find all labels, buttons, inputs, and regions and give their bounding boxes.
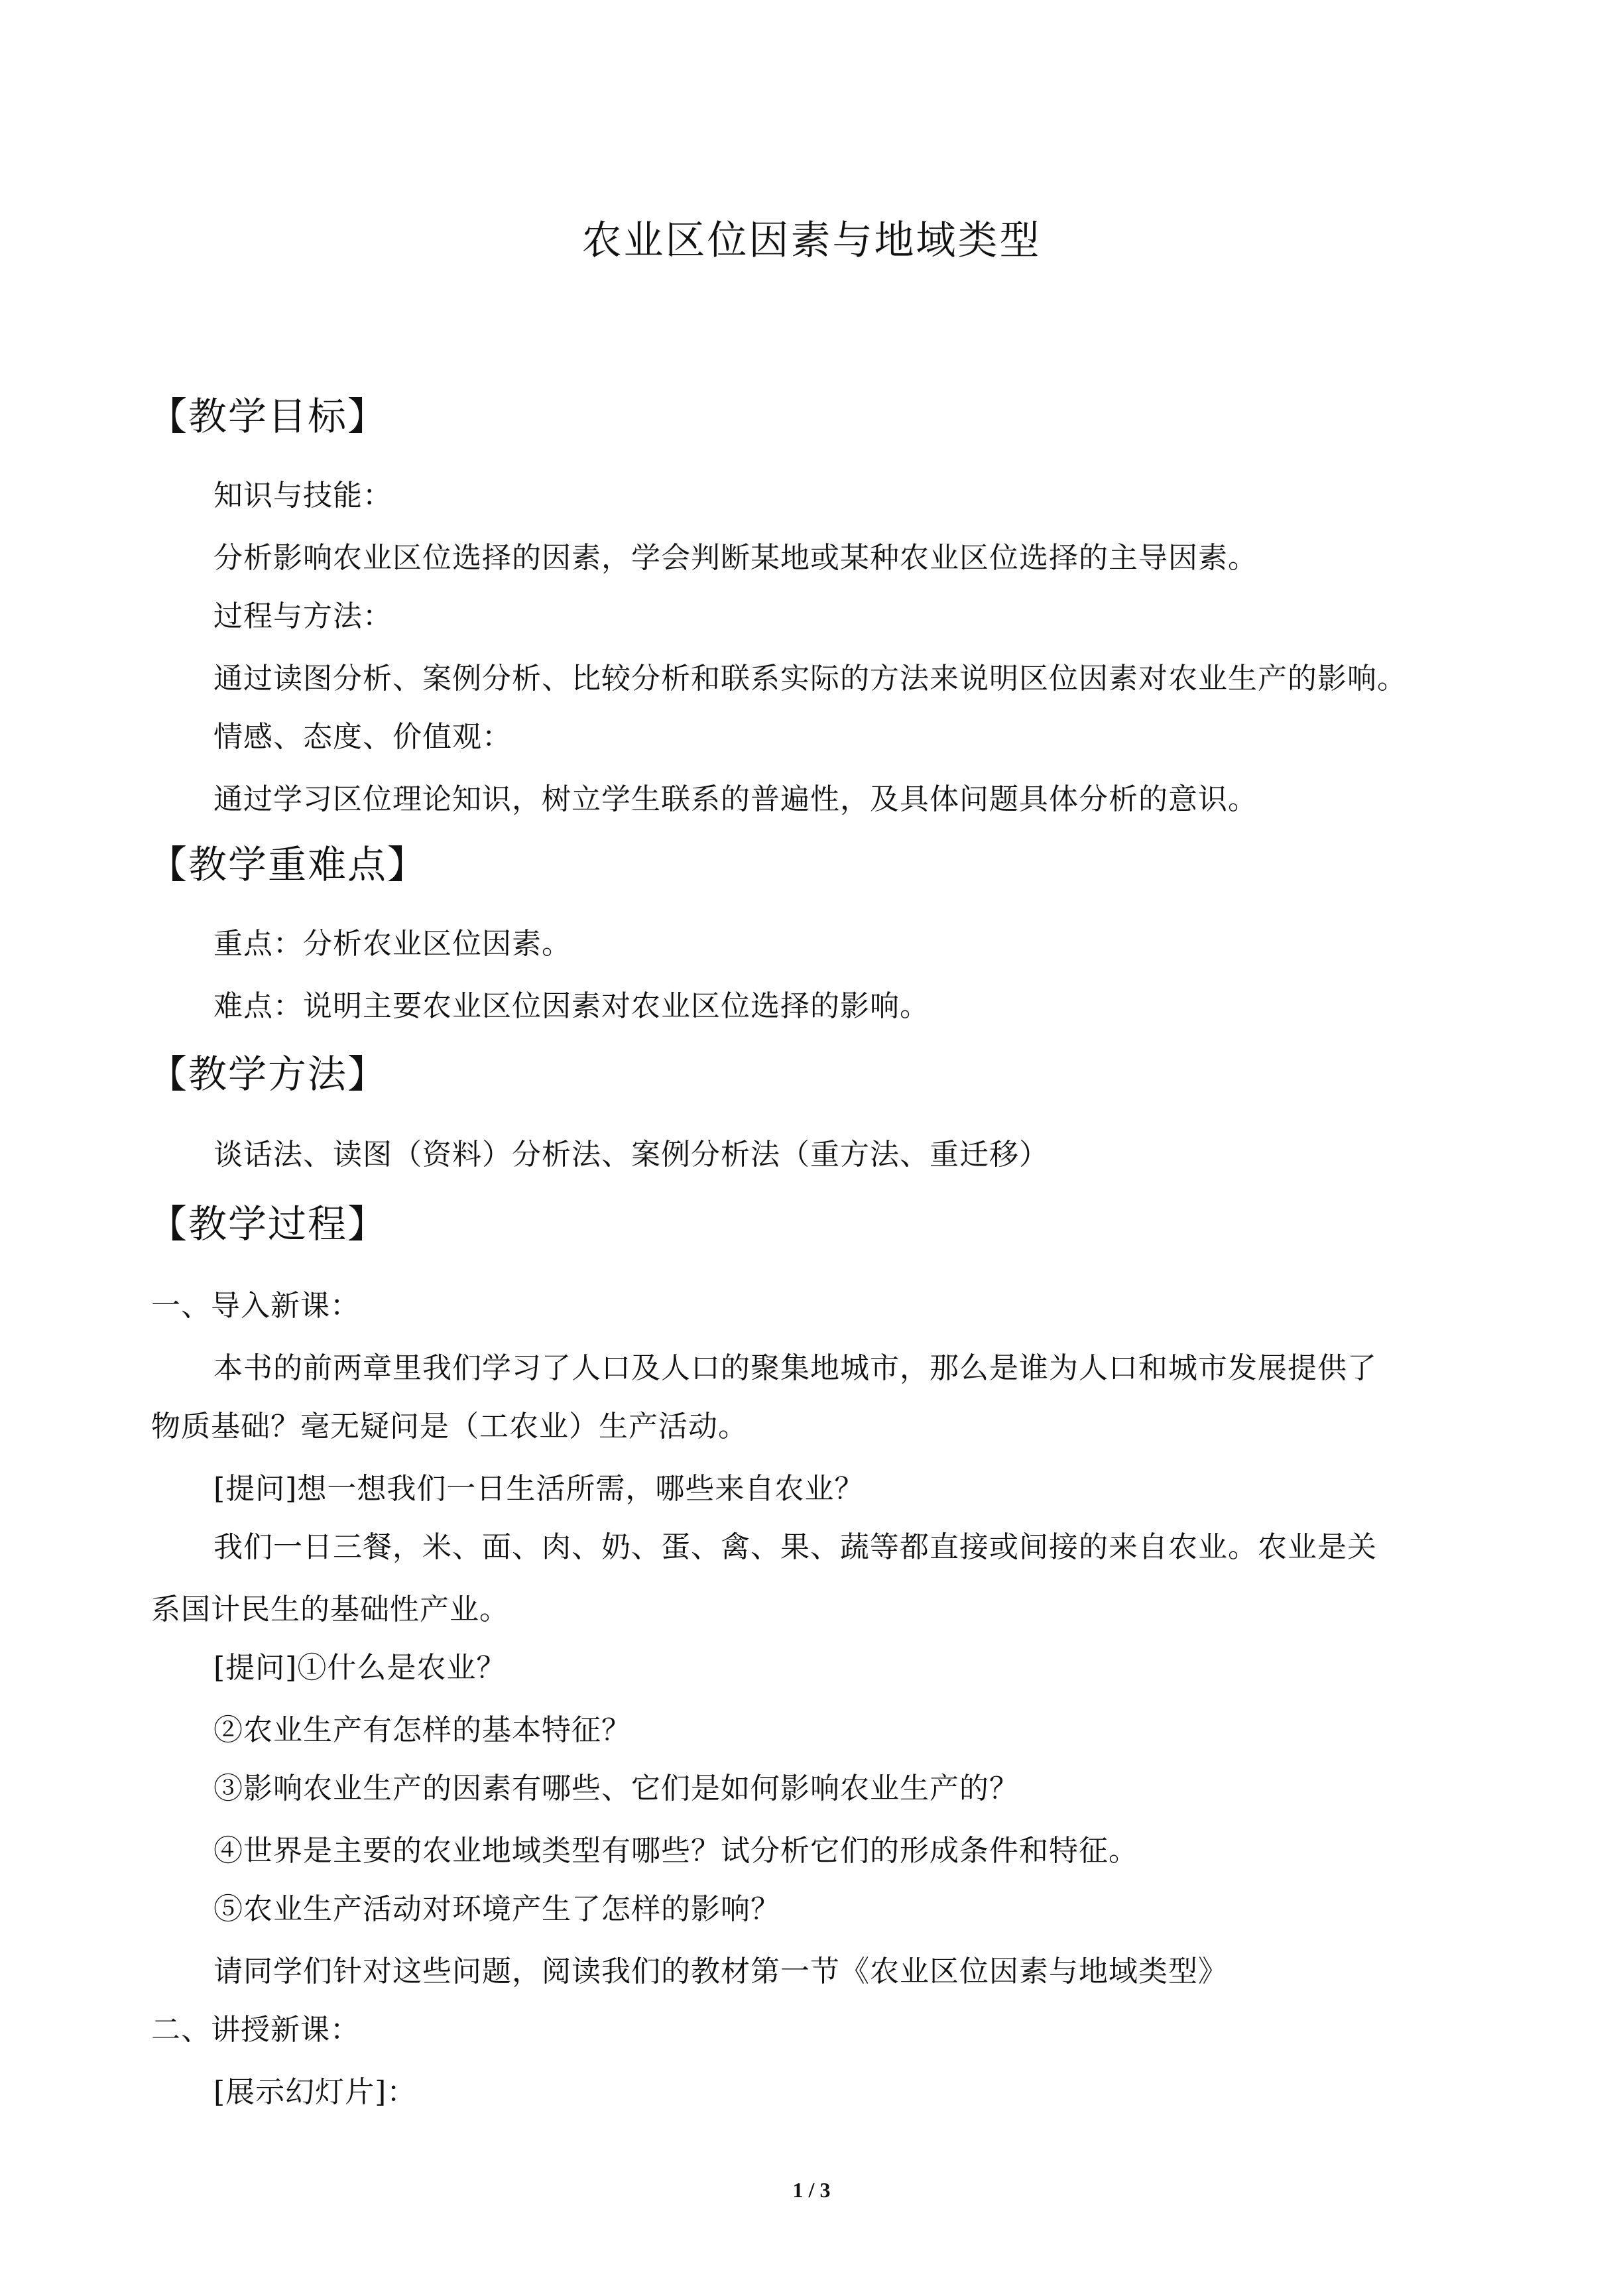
goals-line: 过程与方法： [213,599,392,633]
goals-line: 通过读图分析、案例分析、比较分析和联系实际的方法来说明区位因素对农业生产的影响。 [213,662,1407,695]
page-indicator: 1 / 3 [792,2178,831,2202]
document-title: 农业区位因素与地域类型 [581,217,1042,264]
process-line: ②农业生产有怎样的基本特征？ [213,1713,631,1747]
process-line: ③影响农业生产的因素有哪些、它们是如何影响农业生产的？ [213,1772,1019,1805]
section-heading-methods: 【教学方法】 [149,1052,388,1097]
process-line: 系国计民生的基础性产业。 [151,1593,509,1626]
process-line: 本书的前两章里我们学习了人口及人口的聚集地城市，那么是谁为人口和城市发展提供了 [213,1351,1377,1385]
key-point-line: 难点：说明主要农业区位因素对农业区位选择的影响。 [213,989,930,1023]
key-point-line: 重点：分析农业区位因素。 [213,927,571,961]
methods-line: 谈话法、读图（资料）分析法、案例分析法（重方法、重迁移） [213,1138,1049,1172]
goals-line: 通过学习区位理论知识，树立学生联系的普遍性，及具体问题具体分析的意识。 [213,782,1258,816]
process-part1-title: 一、导入新课： [151,1289,360,1323]
goals-line: 情感、态度、价值观： [213,720,512,754]
section-heading-process: 【教学过程】 [149,1201,388,1246]
process-line: 物质基础？毫无疑问是（工农业）生产活动。 [151,1410,748,1443]
process-part2-line: [展示幻灯片]： [213,2075,417,2109]
section-heading-key-points: 【教学重难点】 [149,842,428,887]
process-line: ⑤农业生产活动对环境产生了怎样的影响？ [213,1892,780,1926]
process-line: 我们一日三餐，米、面、肉、奶、蛋、禽、果、蔬等都直接或间接的来自农业。农业是关 [213,1530,1377,1564]
goals-line: 知识与技能： [213,479,392,513]
process-part2-title: 二、讲授新课： [151,2013,360,2047]
process-line: ④世界是主要的农业地域类型有哪些？试分析它们的形成条件和特征。 [213,1834,1138,1868]
process-line: [提问]想一想我们一日生活所需，哪些来自农业？ [213,1472,865,1506]
goals-line: 分析影响农业区位选择的因素，学会判断某地或某种农业区位选择的主导因素。 [213,541,1258,575]
section-heading-goals: 【教学目标】 [149,394,388,439]
process-line: 请同学们针对这些问题，阅读我们的教材第一节《农业区位因素与地域类型》 [213,1955,1228,1988]
process-line: [提问]①什么是农业？ [213,1651,507,1685]
